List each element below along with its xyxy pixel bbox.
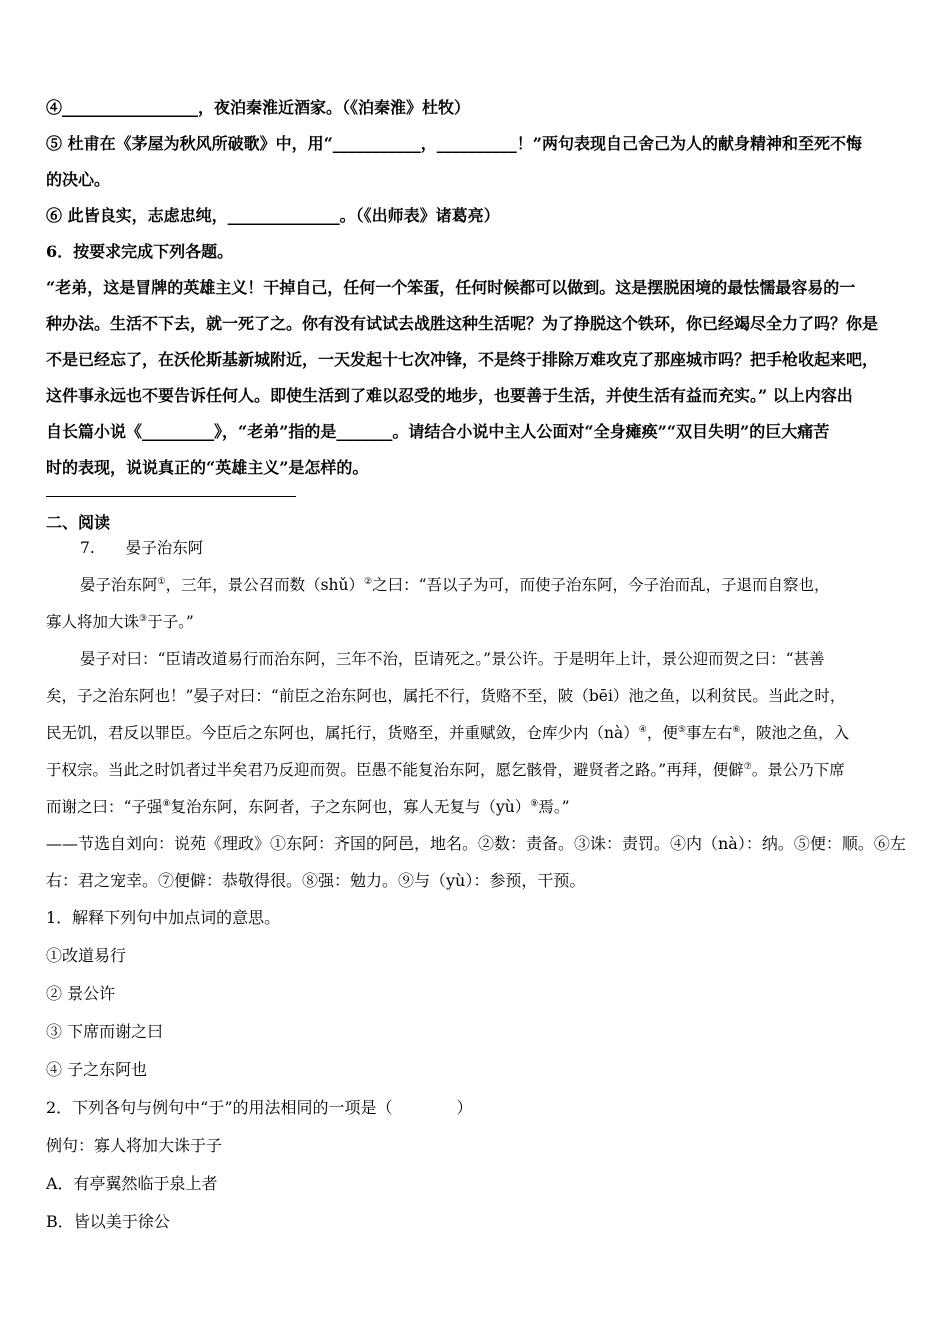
passage-line: 寡人将加大诛③于子。” <box>46 613 194 631</box>
sub-question-2-example: 例句：寡人将加大诛于子 <box>46 1136 223 1155</box>
sub-question-1-item: ④ 子之东阿也 <box>46 1060 148 1079</box>
passage-line: 而谢之曰：“子强⑧复治东阿，东阿者，子之东阿也，寡人无复与（yù）⑨焉。” <box>46 798 570 816</box>
source-note: ——节选自刘向：说苑《理政》①东阿：齐国的阿邑，地名。②数：责备。③诛：责罚。④内（nà）：纳。⑤便：顺。⑥左 <box>46 834 906 853</box>
question-7-title: 7. 晏子治东阿 <box>80 539 204 557</box>
fill-in-item-5-cont: 的决心。 <box>46 170 111 189</box>
passage-line: 晏子对曰：“臣请改道易行而治东阿，三年不治，臣请死之。”景公许。于是明年上计，景公迎而贺之曰：“甚善 <box>80 650 825 668</box>
sub-question-1-heading: 1．解释下列句中加点词的意思。 <box>46 908 281 927</box>
question-6-line: “老弟，这是冒牌的英雄主义！干掉自己，任何一个笨蛋，任何时候都可以做到。这是摆脱困境的最怯懦最容易的一 <box>46 278 856 297</box>
passage-line: 民无饥，君反以罪臣。今臣后之东阿也，属托行，货赂至，并重赋敛，仓库少内（nà）④，便⑤事左右⑥，陂池之鱼，入 <box>46 724 850 742</box>
passage-line: 矣，子之治东阿也！”晏子对曰：“前臣之治东阿也，属托不行，货赂不至，陂（bēi）池之鱼，以利贫民。当此之时， <box>46 687 846 705</box>
fill-in-item-6: ⑥ 此皆良实，志虑忠纯，______________。（《出师表》诸葛亮） <box>46 206 500 225</box>
answer-option-a: A．有亭翼然临于泉上者 <box>46 1174 218 1193</box>
fill-in-item-4: ④_________________，夜泊秦淮近酒家。（《泊秦淮》杜牧） <box>46 98 471 117</box>
sub-question-1-item: ② 景公许 <box>46 984 116 1003</box>
answer-option-b: B．皆以美于徐公 <box>46 1212 170 1231</box>
question-6-heading: 6．按要求完成下列各题。 <box>46 242 234 261</box>
sub-question-2-heading: 2．下列各句与例句中“于”的用法相同的一项是（ ） <box>46 1098 473 1117</box>
question-6-line: 自长篇小说《_________》，“老弟”指的是_______。请结合小说中主人公面对“全身瘫痪”“双目失明”的巨大痛苦 <box>46 422 830 441</box>
sub-question-1-item: ③ 下席而谢之曰 <box>46 1022 164 1041</box>
sub-question-1-item: ①改道易行 <box>46 946 127 965</box>
document-page <box>46 98 908 1232</box>
question-6-line: 时的表现，说说真正的“英雄主义”是怎样的。 <box>46 458 369 477</box>
section-heading: 二、阅读 <box>46 513 111 532</box>
question-6-line: 这件事永远也不要告诉任何人。即使生活到了难以忍受的地步，也要善于生活，并使生活有益而充实。” 以上内容出 <box>46 386 853 405</box>
answer-line <box>46 496 296 497</box>
passage-line: 晏子治东阿①，三年，景公召而数（shǔ）②之曰：“吾以子为可，而使子治东阿，今子治而乱，子退而自察也， <box>80 576 830 594</box>
source-note: 右：君之宠幸。⑦便僻：恭敬得很。⑧强：勉力。⑨与（yù）：参预，干预。 <box>46 871 586 890</box>
question-6-line: 种办法。生活不下去，就一死了之。你有没有试试去战胜这种生活呢？为了挣脱这个铁环，你已经竭尽全力了吗？你是 <box>46 314 879 333</box>
passage-line: 于权宗。当此之时饥者过半矣君乃反迎而贺。臣愚不能复治东阿，愿乞骸骨，避贤者之路。”再拜，便僻⑦。景公乃下席 <box>46 761 845 779</box>
fill-in-item-5: ⑤ 杜甫在《茅屋为秋风所破歌》中，用“___________，__________！”两句表现自己舍己为人的献身精神和至死不悔 <box>46 134 862 153</box>
question-6-line: 不是已经忘了，在沃伦斯基新城附近，一天发起十七次冲锋，不是终于排除万难攻克了那座城市吗？把手枪收起来吧， <box>46 350 879 369</box>
